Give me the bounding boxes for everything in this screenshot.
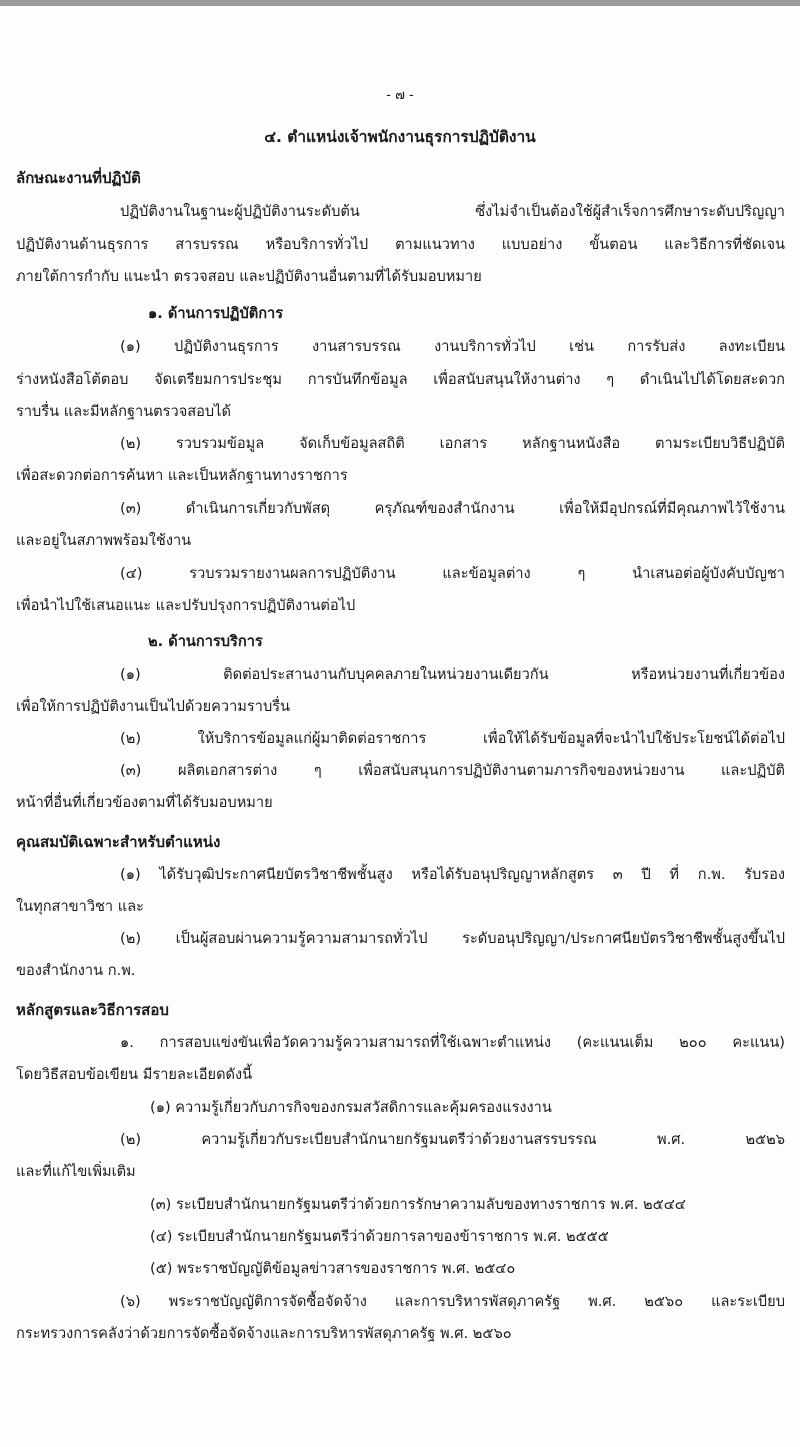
list-item-line: ของสำนักงาน ก.พ. — [16, 962, 136, 979]
subsection-heading-operations: ๑. ด้านการปฏิบัติการ — [148, 305, 284, 322]
list-item-line: และอยู่ในสภาพพร้อมใช้งาน — [16, 532, 192, 549]
section-heading-duties: ลักษณะงานที่ปฏิบัติ — [16, 169, 141, 187]
list-item-line: กระทรวงการคลังว่าด้วยการจัดซื้อจัดจ้างและการบริหารพัสดุภาครัฐ พ.ศ. ๒๕๖๐ — [16, 1325, 512, 1342]
list-item-line: เพื่อให้การปฏิบัติงานเป็นไปด้วยความราบรื่น — [16, 698, 291, 715]
list-item-line: (๒) ความรู้เกี่ยวกับระเบียบสำนักนายกรัฐมนตรีว่าด้วยงานสรรบรรณ พ.ศ. ๒๕๒๖ — [120, 1131, 785, 1148]
scan-edge — [0, 0, 800, 6]
list-item-line: (๖) พระราชบัญญัติการจัดซื้อจัดจ้าง และการบริหารพัสดุภาครัฐ พ.ศ. ๒๕๖๐ และระเบียบ — [120, 1293, 785, 1310]
list-item-line: หน้าที่อื่นที่เกี่ยวข้องตามที่ได้รับมอบหมาย — [16, 794, 273, 811]
list-item-line: (๔) ระเบียบสำนักนายกรัฐมนตรีว่าด้วยการลาของข้าราชการ พ.ศ. ๒๕๕๕ — [150, 1228, 609, 1245]
section-heading-qualifications: คุณสมบัติเฉพาะสำหรับตำแหน่ง — [16, 833, 221, 851]
list-item-line: ในทุกสาขาวิชา และ — [16, 898, 144, 915]
list-item-line: (๔) รวบรวมรายงานผลการปฏิบัติงาน และข้อมูลต่าง ๆ นำเสนอต่อผู้บังคับบัญชา — [120, 565, 785, 582]
list-item-line: (๒) ให้บริการข้อมูลแก่ผู้มาติดต่อราชการ เพื่อให้ได้รับข้อมูลที่จะนำไปใช้ประโยชน์ได้ต่อไป — [120, 730, 785, 747]
list-item-line: (๓) ผลิตเอกสารต่าง ๆ เพื่อสนับสนุนการปฏิบัติงานตามภารกิจของหน่วยงาน และปฏิบัติ — [120, 762, 785, 779]
paragraph-line: ปฏิบัติงานด้านธุรการ สารบรรณ หรือบริการทั่วไป ตามแนวทาง แบบอย่าง ขั้นตอน และวิธีการที่ชัดเจน — [16, 236, 785, 253]
list-item-line: (๑) ความรู้เกี่ยวกับภารกิจของกรมสวัสดิการและคุ้มครองแรงงาน — [150, 1099, 552, 1116]
paragraph-line: ภายใต้การกำกับ แนะนำ ตรวจสอบ และปฏิบัติงานอื่นตามที่ได้รับมอบหมาย — [16, 268, 482, 285]
list-item-line: ร่างหนังสือโต้ตอบ จัดเตรียมการประชุม การบันทึกข้อมูล เพื่อสนับสนุนให้งานต่าง ๆ ดำเนินไปได้โดยสะดวก — [16, 371, 785, 388]
paragraph-line: โดยวิธีสอบข้อเขียน มีรายละเอียดดังนี้ — [16, 1066, 253, 1083]
page-title: ๔. ตำแหน่งเจ้าพนักงานธุรการปฏิบัติงาน — [264, 128, 536, 146]
subsection-heading-services: ๒. ด้านการบริการ — [148, 633, 263, 650]
paragraph-line: ปฏิบัติงานในฐานะผู้ปฏิบัติงานระดับต้น ซึ่งไม่จำเป็นต้องใช้ผู้สำเร็จการศึกษาระดับปริญญา — [120, 203, 785, 220]
list-item-line: เพื่อนำไปใช้เสนอแนะ และปรับปรุงการปฏิบัติงานต่อไป — [16, 597, 356, 614]
section-heading-exam: หลักสูตรและวิธีการสอบ — [16, 1001, 169, 1019]
list-item-line: (๒) รวบรวมข้อมูล จัดเก็บข้อมูลสถิติ เอกสาร หลักฐานหนังสือ ตามระเบียบวิธีปฏิบัติ — [120, 435, 785, 452]
list-item-line: และที่แก้ไขเพิ่มเติม — [16, 1163, 136, 1180]
list-item-line: (๑) ปฏิบัติงานธุรการ งานสารบรรณ งานบริการทั่วไป เช่น การรับส่ง ลงทะเบียน — [120, 338, 785, 355]
paragraph-line: ๑. การสอบแข่งขันเพื่อวัดความรู้ความสามารถที่ใช้เฉพาะตำแหน่ง (คะแนนเต็ม ๒๐๐ คะแนน) — [120, 1034, 785, 1051]
list-item-line: (๓) ระเบียบสำนักนายกรัฐมนตรีว่าด้วยการรักษาความลับของทางราชการ พ.ศ. ๒๕๔๔ — [150, 1196, 686, 1213]
page-number: - ๗ - — [386, 88, 414, 103]
list-item-line: ราบรื่น และมีหลักฐานตรวจสอบได้ — [16, 403, 231, 420]
list-item-line: (๑) ติดต่อประสานงานกับบุคคลภายในหน่วยงานเดียวกัน หรือหน่วยงานที่เกี่ยวข้อง — [120, 666, 785, 683]
list-item-line: (๓) ดำเนินการเกี่ยวกับพัสดุ ครุภัณฑ์ของสำนักงาน เพื่อให้มีอุปกรณ์ที่มีคุณภาพไว้ใช้งาน — [120, 500, 785, 517]
list-item-line: เพื่อสะดวกต่อการค้นหา และเป็นหลักฐานทางราชการ — [16, 467, 348, 484]
list-item-line: (๕) พระราชบัญญัติข้อมูลข่าวสารของราชการ พ.ศ. ๒๕๔๐ — [150, 1260, 516, 1277]
list-item-line: (๒) เป็นผู้สอบผ่านความรู้ความสามารถทั่วไป ระดับอนุปริญญา/ประกาศนียบัตรวิชาชีพชั้นสูงขึ้นไป — [120, 930, 785, 947]
list-item-line: (๑) ได้รับวุฒิประกาศนียบัตรวิชาชีพชั้นสูง หรือได้รับอนุปริญญาหลักสูตร ๓ ปี ที่ ก.พ. รับรอง — [120, 866, 785, 883]
